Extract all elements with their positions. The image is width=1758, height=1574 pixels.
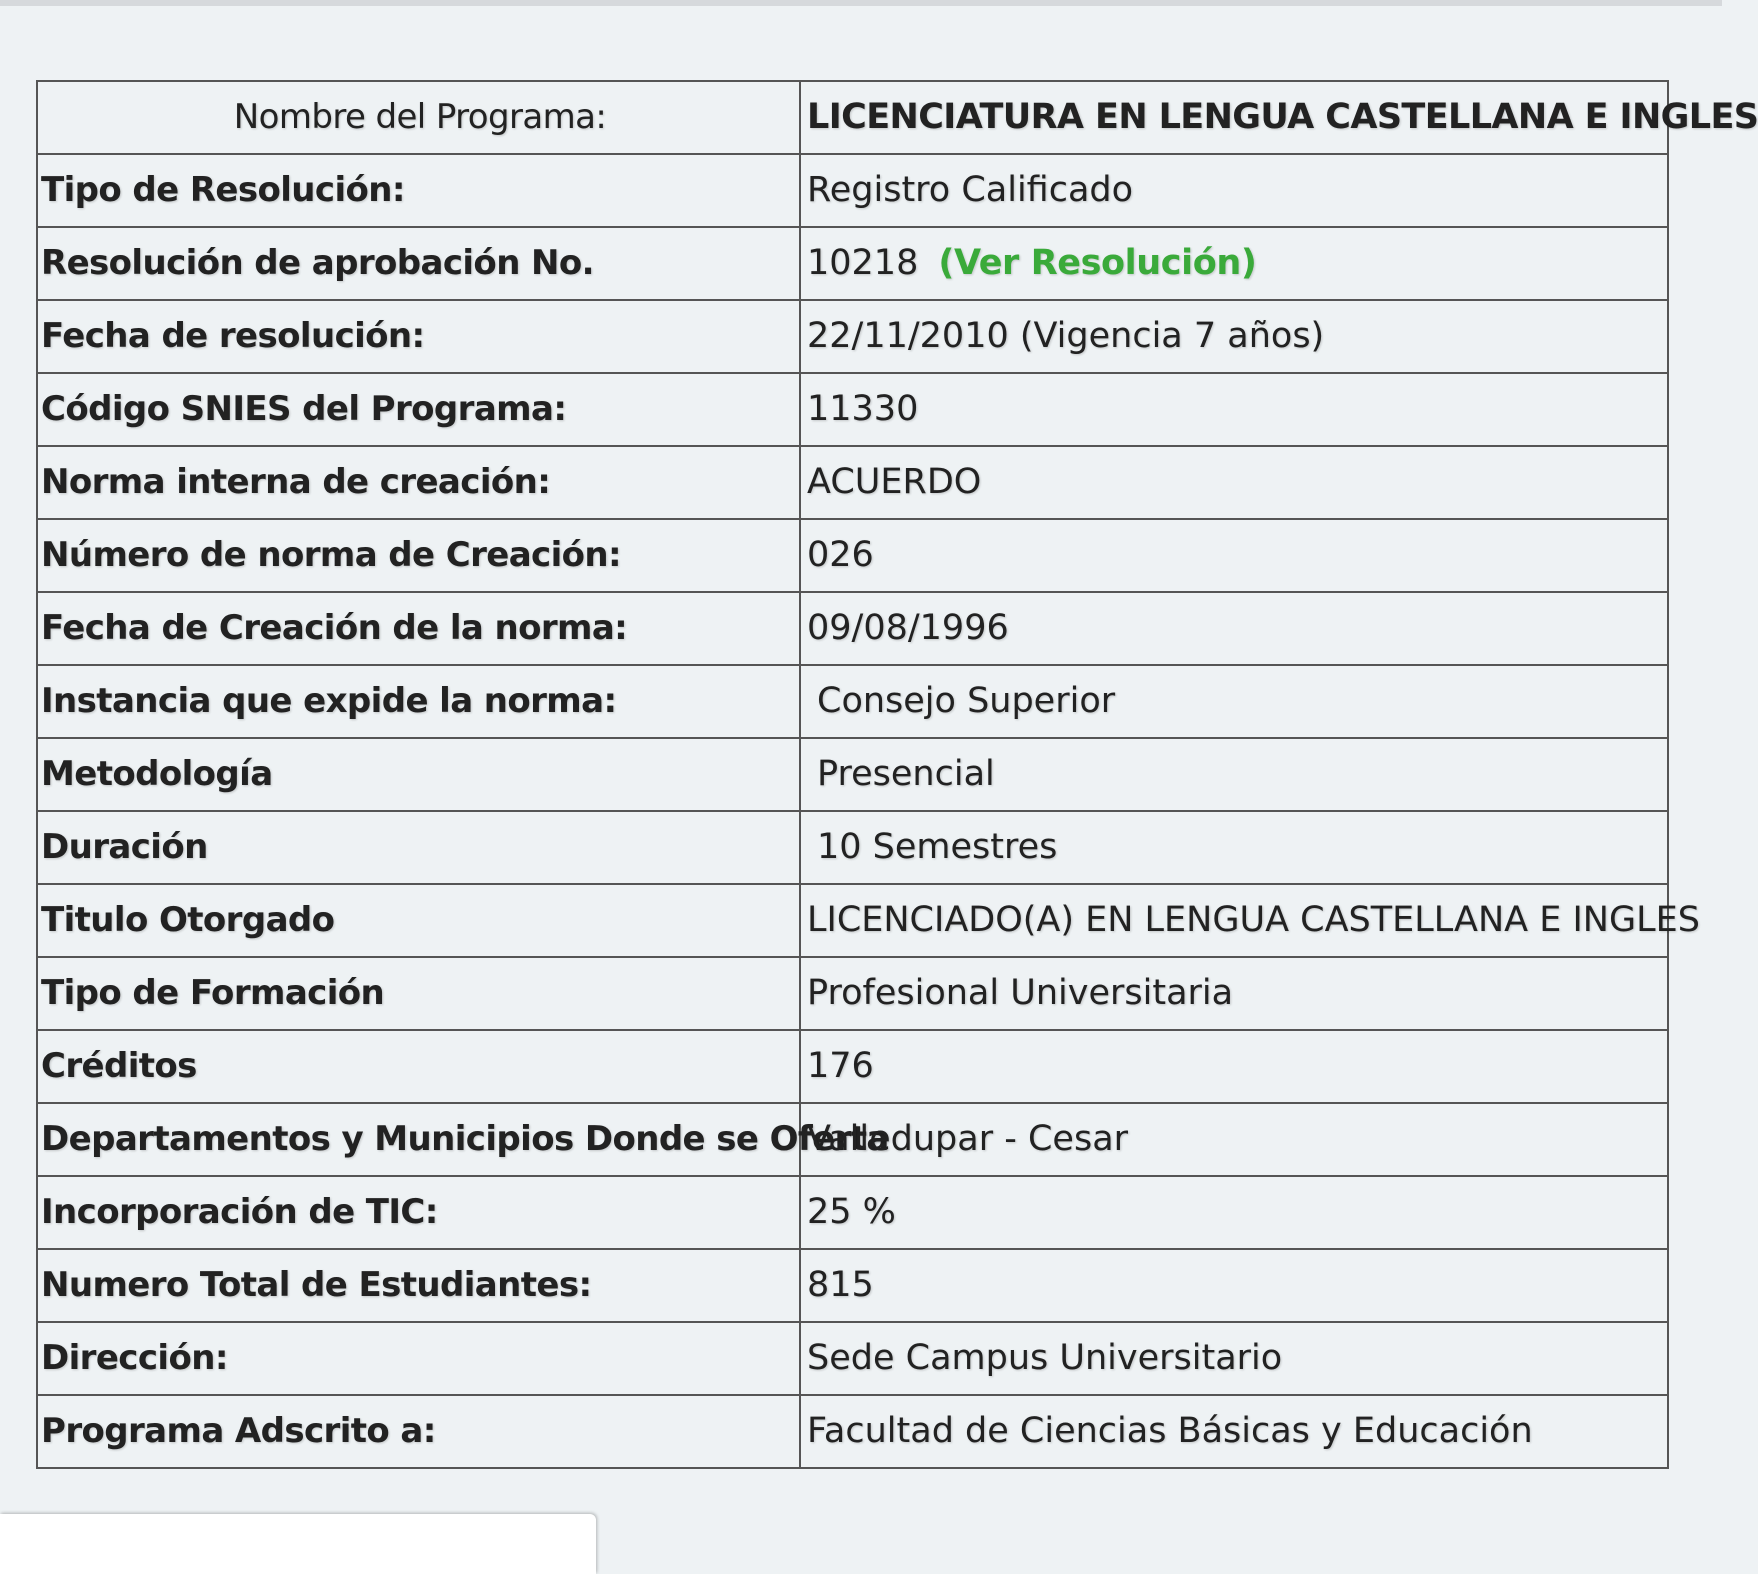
locations-value: Valledupar - Cesar — [800, 1103, 1668, 1176]
program-info-table — [36, 80, 1758, 1469]
assigned-to-value: Facultad de Ciencias Básicas y Educación — [800, 1395, 1668, 1468]
table-row — [37, 738, 1668, 811]
table-row — [37, 373, 1668, 446]
table-row — [37, 1395, 1668, 1468]
student-count-label: Numero Total de Estudiantes: — [37, 1249, 800, 1322]
table-row — [37, 811, 1668, 884]
top-divider — [0, 0, 1722, 6]
table-row — [37, 1030, 1668, 1103]
degree-title-label: Titulo Otorgado — [37, 884, 800, 957]
norm-number-label: Número de norma de Creación: — [37, 519, 800, 592]
table-row — [37, 1249, 1668, 1322]
snies-code-label: Código SNIES del Programa: — [37, 373, 800, 446]
table-row — [37, 154, 1668, 227]
table-row — [37, 1176, 1668, 1249]
issuing-body-label: Instancia que expide la norma: — [37, 665, 800, 738]
methodology-value: Presencial — [800, 738, 1668, 811]
address-value: Sede Campus Universitario — [800, 1322, 1668, 1395]
duration-label: Duración — [37, 811, 800, 884]
view-resolution-link[interactable]: (Ver Resolución) — [938, 243, 1257, 284]
locations-label: Departamentos y Municipios Donde se Oferta — [37, 1103, 800, 1176]
bottom-panel-edge — [0, 1514, 596, 1574]
resolution-number-value: 10218 — [807, 243, 919, 284]
table-row — [37, 519, 1668, 592]
table-row — [37, 1103, 1668, 1176]
internal-norm-value: ACUERDO — [800, 446, 1668, 519]
tic-value: 25 % — [800, 1176, 1668, 1249]
norm-date-value: 09/08/1996 — [800, 592, 1668, 665]
assigned-to-label: Programa Adscrito a: — [37, 1395, 800, 1468]
program-name-label: Nombre del Programa: — [37, 81, 800, 154]
program-name-value: LICENCIATURA EN LENGUA CASTELLANA E INGLES — [800, 81, 1668, 154]
table-row — [37, 884, 1668, 957]
resolution-number-label: Resolución de aprobación No. — [37, 227, 800, 300]
tic-label: Incorporación de TIC: — [37, 1176, 800, 1249]
credits-value: 176 — [800, 1030, 1668, 1103]
student-count-value: 815 — [800, 1249, 1668, 1322]
training-type-label: Tipo de Formación — [37, 957, 800, 1030]
table-row — [37, 446, 1668, 519]
credits-label: Créditos — [37, 1030, 800, 1103]
table-row — [37, 227, 1668, 300]
resolution-date-label: Fecha de resolución: — [37, 300, 800, 373]
resolution-number-cell — [800, 227, 1668, 300]
norm-number-value: 026 — [800, 519, 1668, 592]
resolution-type-label: Tipo de Resolución: — [37, 154, 800, 227]
resolution-date-value: 22/11/2010 (Vigencia 7 años) — [800, 300, 1668, 373]
duration-value: 10 Semestres — [800, 811, 1668, 884]
norm-date-label: Fecha de Creación de la norma: — [37, 592, 800, 665]
issuing-body-value: Consejo Superior — [800, 665, 1668, 738]
snies-code-value: 11330 — [800, 373, 1668, 446]
degree-title-value: LICENCIADO(A) EN LENGUA CASTELLANA E INGLES — [800, 884, 1668, 957]
table-row — [37, 957, 1668, 1030]
table-row — [37, 592, 1668, 665]
table-row — [37, 1322, 1668, 1395]
address-label: Dirección: — [37, 1322, 800, 1395]
internal-norm-label: Norma interna de creación: — [37, 446, 800, 519]
table-row — [37, 665, 1668, 738]
resolution-type-value: Registro Calificado — [800, 154, 1668, 227]
methodology-label: Metodología — [37, 738, 800, 811]
table-row-program-name — [37, 81, 1668, 154]
training-type-value: Profesional Universitaria — [800, 957, 1668, 1030]
table-row — [37, 300, 1668, 373]
